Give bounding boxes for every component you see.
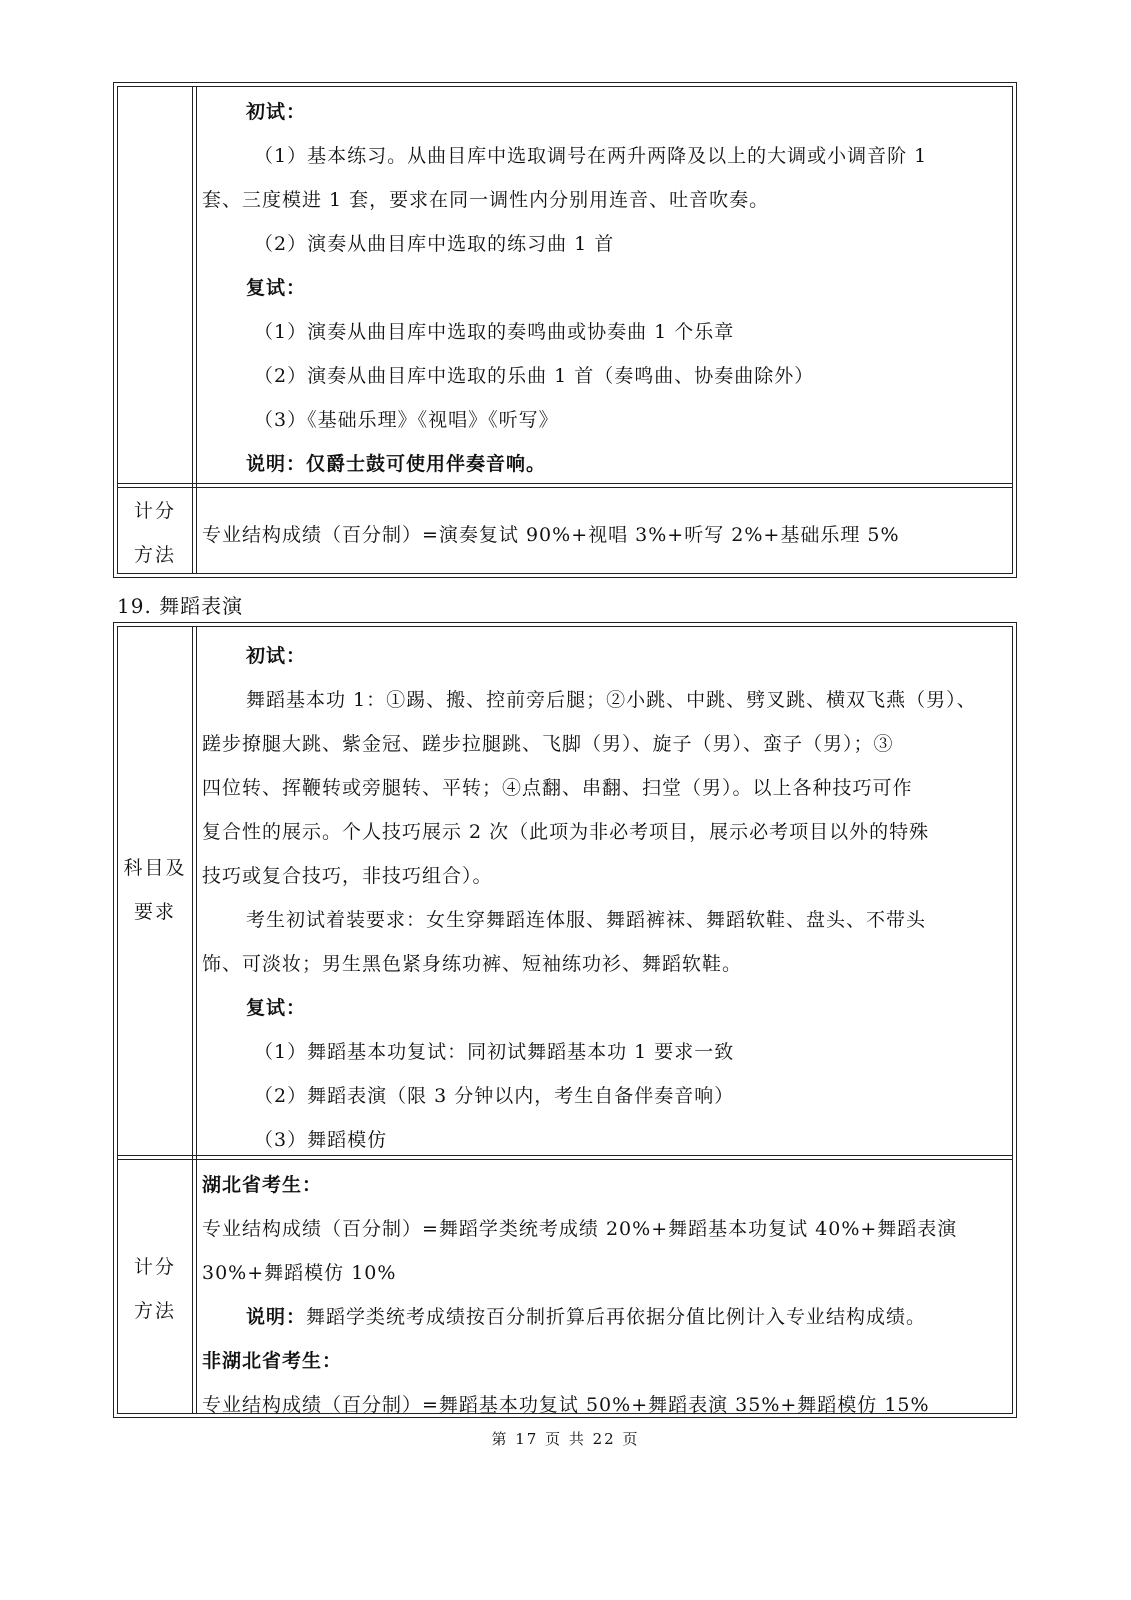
text-line: （1）演奏从曲目库中选取的奏鸣曲或协奏曲 1 个乐章	[254, 321, 735, 343]
text-line: （2）演奏从曲目库中选取的练习曲 1 首	[254, 233, 615, 255]
note-line: 说明：仅爵士鼓可使用伴奏音响。	[246, 453, 547, 475]
text-line: （2）舞蹈表演（限 3 分钟以内，考生自备伴奏音响）	[254, 1085, 735, 1107]
scoring-formula: 专业结构成绩（百分制）=舞蹈基本功复试 50%+舞蹈表演 35%+舞蹈模仿 15%	[202, 1394, 930, 1416]
text-line: 复合性的展示。个人技巧展示 2 次（此项为非必考项目，展示必考项目以外的特殊	[202, 821, 930, 843]
row-scoring	[118, 483, 1012, 576]
text-line: 四位转、挥鞭转或旁腿转、平转；④点翻、串翻、扫堂（男）。以上各种技巧可作	[202, 777, 913, 799]
note-label: 说明：	[246, 1306, 307, 1328]
table-exam-dance	[113, 622, 1017, 1418]
label-scoring: 方法	[133, 544, 176, 566]
row-subjects	[118, 627, 1012, 1155]
scoring-formula: 专业结构成绩（百分制）=演奏复试 90%+视唱 3%+听写 2%+基础乐理 5%	[202, 524, 900, 546]
text-line: 舞蹈基本功 1：①踢、搬、控前旁后腿；②小跳、中跳、劈叉跳、横双飞燕（男）、	[246, 689, 977, 711]
text-line: 技巧或复合技巧，非技巧组合）。	[202, 865, 493, 887]
heading-hubei: 湖北省考生：	[202, 1174, 323, 1196]
text-line: 考生初试着装要求：女生穿舞蹈连体服、舞蹈裤袜、舞蹈软鞋、盘头、不带头	[246, 909, 927, 931]
label-subjects: 要求	[133, 901, 176, 923]
note-text: 舞蹈学类统考成绩按百分制折算后再依据分值比例计入专业结构成绩。	[306, 1306, 927, 1328]
table-inner-border	[117, 626, 1013, 1414]
heading-preliminary: 初试：	[246, 645, 307, 667]
row-requirements	[118, 87, 1012, 481]
scoring-formula: 专业结构成绩（百分制）=舞蹈学类统考成绩 20%+舞蹈基本功复试 40%+舞蹈表演	[202, 1218, 958, 1240]
scoring-formula: 30%+舞蹈模仿 10%	[202, 1262, 397, 1284]
text-line: （3）《基础乐理》《视唱》《听写》	[254, 409, 559, 431]
heading-retest: 复试：	[246, 997, 307, 1019]
text-line: 套、三度模进 1 套，要求在同一调性内分别用连音、吐音吹奏。	[202, 189, 770, 211]
text-line: （2）演奏从曲目库中选取的乐曲 1 首（奏鸣曲、协奏曲除外）	[254, 365, 815, 387]
table-inner-border	[117, 86, 1013, 574]
row-scoring	[118, 1155, 1012, 1416]
text-line: 饰、可淡妆；男生黑色紧身练功裤、短袖练功衫、舞蹈软鞋。	[202, 953, 743, 975]
text-line: 蹉步撩腿大跳、紫金冠、蹉步拉腿跳、飞脚（男）、旋子（男）、蛮子（男）；③	[202, 733, 894, 755]
heading-preliminary: 初试：	[246, 101, 307, 123]
label-scoring: 计分	[133, 1256, 176, 1278]
text-line: （1）基本练习。从曲目库中选取调号在两升两降及以上的大调或小调音阶 1	[254, 145, 928, 167]
page-footer: 第 17 页 共 22 页	[491, 1430, 640, 1448]
text-line: （3）舞蹈模仿	[254, 1129, 388, 1151]
table-exam-wind	[113, 82, 1017, 578]
heading-non-hubei: 非湖北省考生：	[202, 1350, 343, 1372]
label-subjects: 科目及	[123, 857, 187, 879]
note-line	[202, 1302, 1006, 1329]
label-scoring: 方法	[133, 1300, 176, 1322]
heading-retest: 复试：	[246, 277, 307, 299]
text-line: （1）舞蹈基本功复试：同初试舞蹈基本功 1 要求一致	[254, 1041, 735, 1063]
label-scoring: 计分	[133, 500, 176, 522]
section-title: 19. 舞蹈表演	[117, 594, 244, 618]
